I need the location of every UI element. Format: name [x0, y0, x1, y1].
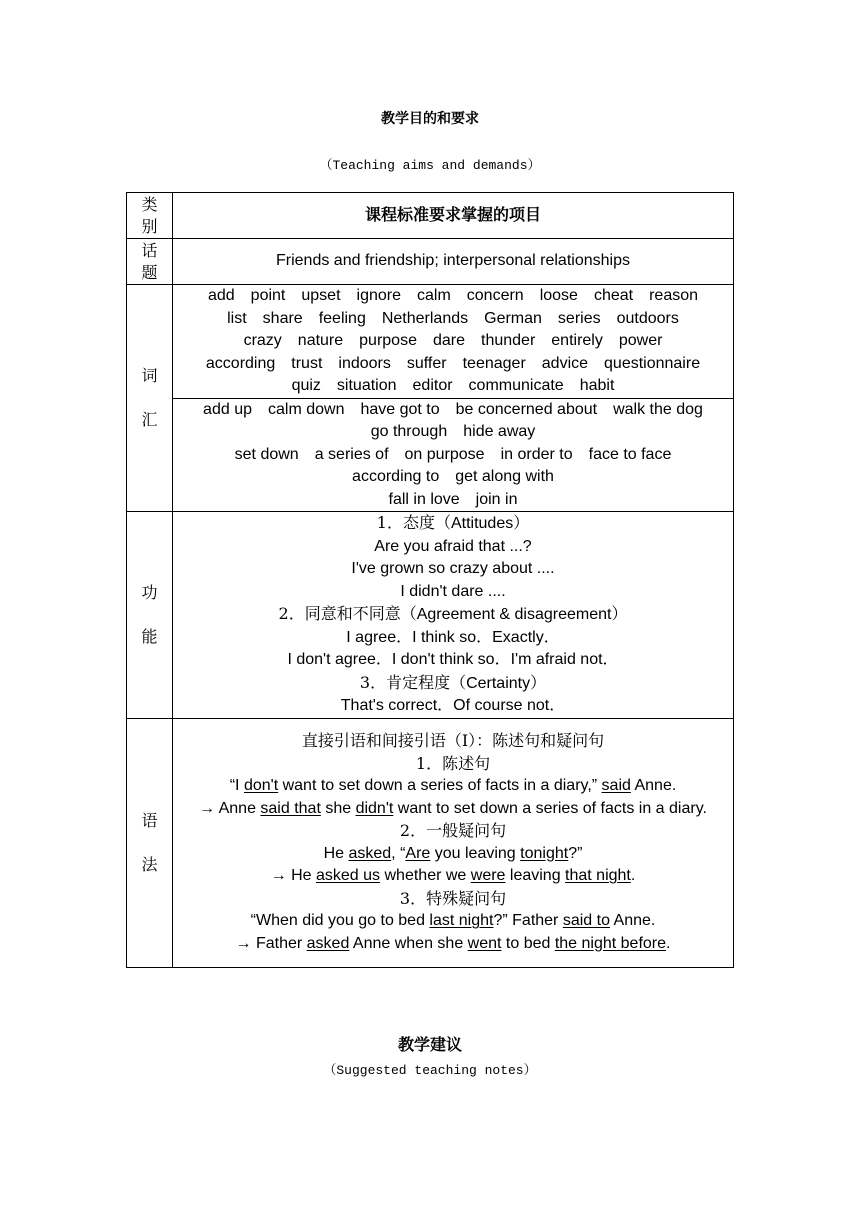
vocab-phrases-line: according to get along with [352, 468, 554, 485]
category-line: 话 [141, 240, 158, 260]
category-line: 语 [141, 810, 158, 830]
vocabulary-words-cell [173, 285, 734, 399]
vocab-words-line: quiz situation editor communicate habit [291, 377, 615, 394]
category-line: 题 [141, 262, 158, 282]
vocab-words-line: list share feeling Netherlands German series outdoors [227, 309, 679, 327]
function-line: 3．肯定程度（Certainty） [359, 672, 547, 692]
function-category-cell [127, 512, 173, 719]
page-title-cn: 教学目的和要求 [381, 111, 479, 127]
item-header-cell: 课程标准要求掌握的项目 [173, 193, 734, 239]
category-line: 法 [141, 854, 158, 874]
category-header-cell [127, 193, 173, 239]
function-cell [173, 512, 734, 719]
vocab-phrases-line: go through hide away [370, 423, 536, 440]
category-line: 能 [141, 626, 158, 646]
function-line: 1．态度（Attitudes） [376, 513, 530, 532]
function-row [127, 512, 734, 719]
grammar-example: “When did you go to bed last night?” Father said to Anne. [250, 912, 656, 929]
category-line: 汇 [141, 410, 158, 429]
page-title-en: （Teaching aims and demands） [319, 158, 541, 173]
section2-title-en: （Suggested teaching notes） [323, 1063, 537, 1078]
topic-category-cell [127, 239, 173, 285]
vocabulary-phrases-row [127, 398, 734, 512]
topic-row [127, 239, 734, 285]
grammar-category-cell [127, 718, 173, 967]
grammar-subheading: 3．特殊疑问句 [399, 888, 507, 908]
topic-text: Friends and friendship; interpersonal relationships [173, 239, 734, 285]
grammar-example: → Anne said that she didn't want to set down a series of facts in a diary. [199, 799, 707, 817]
function-line: I've grown so crazy about .... [351, 560, 555, 577]
function-line: I agree．I think so．Exactly． [346, 628, 560, 646]
category-header-line: 别 [141, 216, 158, 236]
grammar-heading: 直接引语和间接引语（I）：陈述句和疑问句 [301, 731, 605, 750]
vocab-words-line: crazy nature purpose dare thunder entirely power [243, 332, 663, 349]
grammar-cell [173, 718, 734, 967]
section2-title-cn: 教学建议 [397, 1035, 462, 1054]
vocab-phrases-line: set down a series of on purpose in order to face to face [234, 445, 672, 463]
category-header-line: 类 [141, 194, 158, 214]
vocabulary-category-cell [127, 285, 173, 512]
grammar-example: → He asked us whether we were leaving that night. [270, 867, 636, 884]
grammar-example: He asked, “Are you leaving tonight?” [323, 844, 583, 862]
teaching-aims-table [126, 192, 734, 968]
category-line: 功 [141, 582, 158, 602]
vocab-phrases-line: add up calm down have got to be concerned about walk the dog [203, 400, 703, 418]
table-header-row [127, 193, 734, 239]
function-line: I didn't dare .... [400, 582, 506, 600]
vocab-words-line: according trust indoors suffer teenager advice questionnaire [205, 354, 701, 372]
vocabulary-words-row [127, 285, 734, 399]
grammar-example: “I don't want to set down a series of facts in a diary,” said Anne. [229, 777, 677, 794]
grammar-subheading: 2．一般疑问句 [399, 821, 507, 840]
function-line: 2．同意和不同意（Agreement & disagreement） [278, 604, 628, 623]
function-line: Are you afraid that ...? [374, 537, 532, 555]
grammar-subheading: 1．陈述句 [415, 753, 491, 773]
function-line: That's correct．Of course not． [340, 697, 566, 714]
vocab-phrases-line: fall in love join in [388, 490, 518, 508]
category-line: 词 [141, 366, 158, 385]
function-line: I don't agree．I don't think so．I'm afraid not． [287, 651, 619, 668]
grammar-example: → Father asked Anne when she went to bed the night before. [235, 934, 671, 952]
grammar-row [127, 718, 734, 967]
vocab-words-line: add point upset ignore calm concern loose cheat reason [207, 287, 699, 304]
vocabulary-phrases-cell [173, 398, 734, 512]
